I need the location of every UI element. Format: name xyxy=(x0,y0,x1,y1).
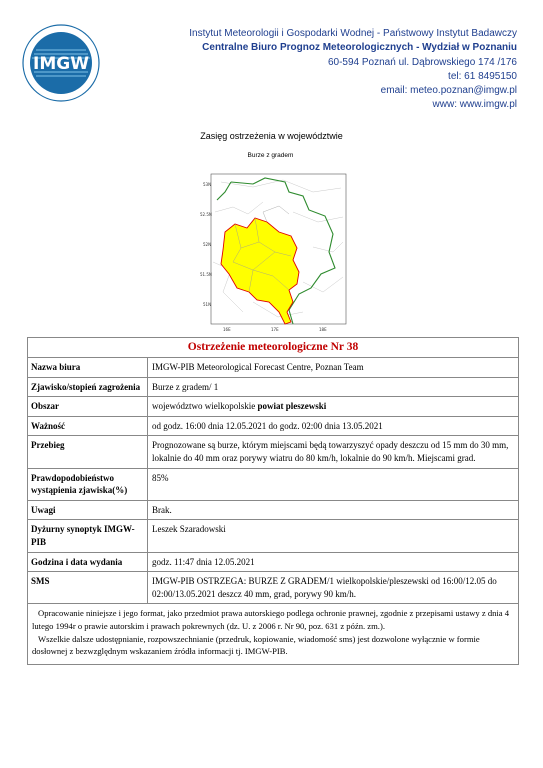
lat-tick: 52N xyxy=(203,242,212,247)
lon-tick: 16E xyxy=(223,327,231,332)
map-label: Burze z gradem xyxy=(247,152,294,159)
institute-header xyxy=(189,27,517,113)
website[interactable]: www: www.imgw.pl xyxy=(432,99,517,111)
row-label: SMS xyxy=(28,572,148,603)
table-row xyxy=(28,358,518,378)
lat-tick: 51.5N xyxy=(200,272,212,277)
table-row xyxy=(28,520,518,552)
institute-name: Instytut Meteorologii i Gospodarki Wodnej - Państwowy Instytut Badawczy xyxy=(189,28,517,39)
row-value: Leszek Szaradowski xyxy=(152,524,226,535)
map-title: Zasięg ostrzeżenia w województwie xyxy=(200,131,343,141)
row-label: Zjawisko/stopień zagrożenia xyxy=(28,378,148,397)
row-value: Prognozowane są burze, którym miejscami będą towarzyszyć opady deszczu od 15 mm do 30 mm, lokalnie do 40 mm oraz porywy wiatru do 80 km/h, lokalnie do 90 km/h. Miejscami grad. xyxy=(152,440,509,463)
row-label: Dyżurny synoptyk IMGW-PIB xyxy=(28,520,148,551)
lon-tick: 18E xyxy=(319,327,327,332)
table-row xyxy=(28,572,518,604)
row-value: IMGW-PIB Meteorological Forecast Centre, Poznan Team xyxy=(152,362,364,372)
row-value: Burze z gradem/ 1 xyxy=(152,381,219,392)
table-row xyxy=(28,378,518,398)
table-row xyxy=(28,501,518,521)
area-voivodeship: województwo wielkopolskie xyxy=(152,401,256,412)
map-svg xyxy=(193,152,348,334)
row-label: Uwagi xyxy=(28,501,148,520)
row-label: Przebieg xyxy=(28,436,148,467)
copyright-note xyxy=(28,604,518,663)
row-label: Nazwa biura xyxy=(28,358,148,377)
row-value: Brak. xyxy=(152,504,172,515)
row-label: Ważność xyxy=(28,417,148,436)
row-value: od godz. 16:00 dnia 12.05.2021 do godz. 02:00 dnia 13.05.2021 xyxy=(152,420,383,431)
row-value: IMGW-PIB OSTRZEGA: BURZE Z GRADEM/1 wielkopolskie/pleszewski od 16:00/12.05 do 02:00/13.05.2021 deszcz 40 mm, grad, porywy 90 km/h. xyxy=(152,576,497,599)
lon-tick: 17E xyxy=(271,327,279,332)
lat-tick: 52.5N xyxy=(200,212,212,217)
table-row xyxy=(28,553,518,573)
warning-table xyxy=(27,337,519,665)
row-label: Godzina i data wydania xyxy=(28,553,148,572)
copyright-paragraph: Opracowanie niniejsze i jego format, jako przedmiot prawa autorskiego podlega ochronie prawnej, zgodnie z przepisami ustawy z dnia 4 lutego 1994r o prawie autorskim i prawach pokrewnych (dz. U. z 2006 r. Nr 90, poz. 631 z późn. zm.). xyxy=(32,608,510,631)
row-value: godz. 11:47 dnia 12.05.2021 xyxy=(152,556,255,567)
area-county: powiat pleszewski xyxy=(257,401,327,412)
address: 60-594 Poznań ul. Dąbrowskiego 174 /176 xyxy=(327,56,517,68)
row-label: Obszar xyxy=(28,397,148,416)
table-row xyxy=(28,436,518,468)
warning-title: Ostrzeżenie meteorologiczne Nr 38 xyxy=(28,338,518,358)
lat-tick: 53N xyxy=(203,182,212,187)
email[interactable]: email: meteo.poznan@imgw.pl xyxy=(380,85,517,97)
row-value xyxy=(148,397,518,416)
phone: tel: 61 8495150 xyxy=(448,70,517,82)
row-label: Prawdopodobieństwo wystąpienia zjawiska(%) xyxy=(28,469,148,500)
row-value: 85% xyxy=(152,472,169,483)
table-row xyxy=(28,469,518,501)
imgw-logo xyxy=(22,24,100,102)
copyright-paragraph: Wszelkie dalsze udostępnianie, rozpowszechnianie (przedruk, kopiowanie, wiadomość sms) jest dozwolone wyłącznie w formie dosłownej z bezwzględnym wskazaniem źródła informacji tj. IMGW-PIB. xyxy=(32,633,480,657)
logo-text: IMGW xyxy=(33,54,89,74)
department-name: Centralne Biuro Prognoz Meteorologicznych - Wydział w Poznaniu xyxy=(202,42,517,54)
table-row xyxy=(28,397,518,417)
warning-map xyxy=(193,152,348,334)
lat-tick: 51N xyxy=(203,302,212,307)
table-row xyxy=(28,417,518,437)
